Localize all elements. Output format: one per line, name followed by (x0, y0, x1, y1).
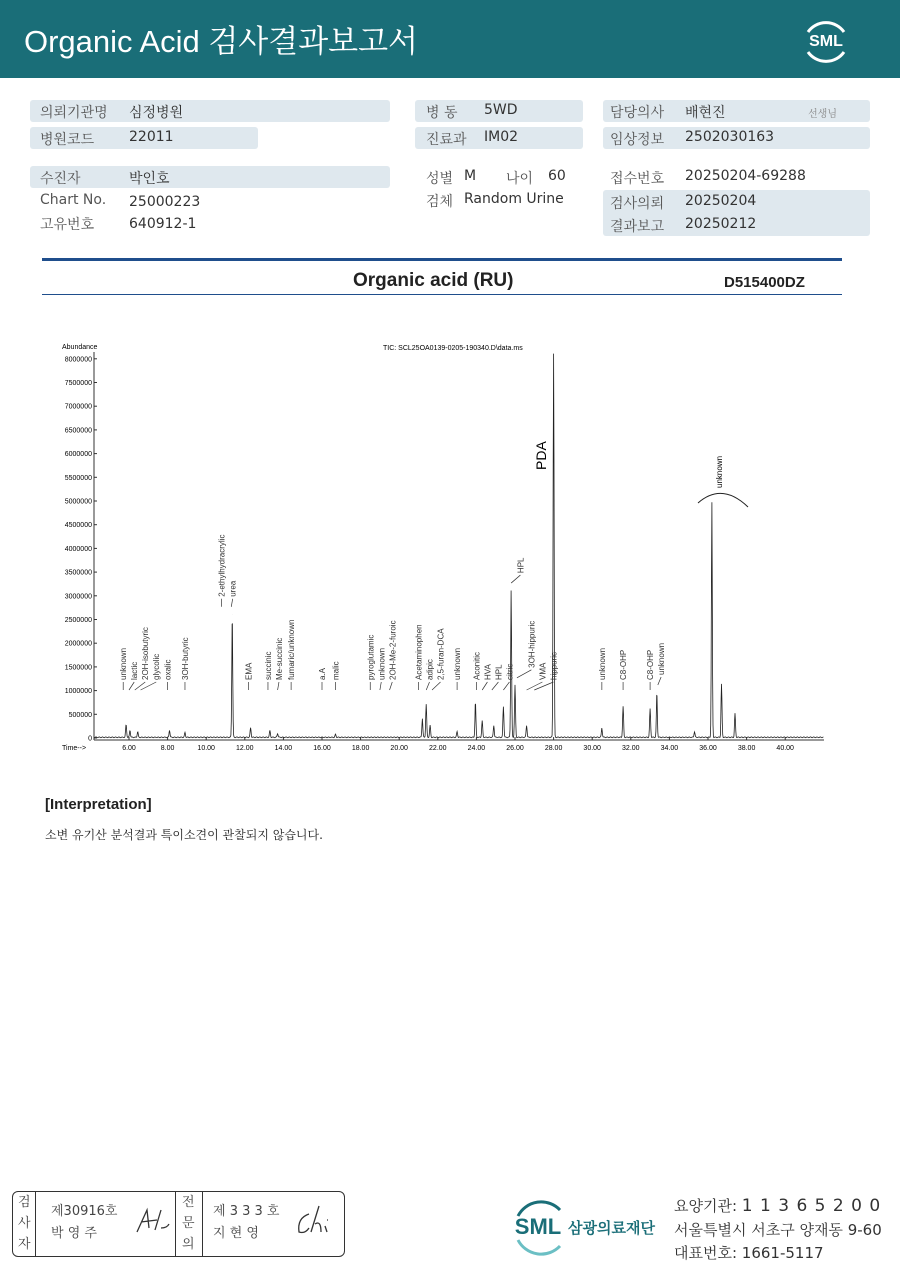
org-code-label: 요양기관: (674, 1197, 738, 1215)
annotation-arrow (534, 682, 553, 690)
y-tick-label: 500000 (68, 711, 92, 719)
section-code: D515400DZ (724, 274, 805, 291)
x-tick-label: 38.00 (737, 745, 756, 752)
peak-annotation: urea (228, 580, 238, 597)
hospital-value: 심정병원 (129, 105, 184, 121)
x-tick-label: 8.00 (160, 745, 175, 752)
receipt-label: 접수번호 (610, 171, 665, 187)
peak-annotation: lactic (130, 661, 140, 680)
expert-label-3: 의 (182, 1237, 195, 1252)
org-name: 삼광의료재단 (568, 1219, 655, 1237)
expert-label-2: 문 (182, 1216, 195, 1231)
annotation-arrow (390, 682, 393, 690)
expert-label-1: 전 (182, 1195, 195, 1210)
peak-annotation: malic (331, 661, 341, 680)
annotation-arrow (658, 677, 661, 685)
id-label: 고유번호 (40, 217, 95, 233)
y-tick-label: 5000000 (64, 498, 92, 506)
peak-annotation: adipic (425, 659, 435, 680)
hospital-label: 의뢰기관명 (40, 105, 108, 121)
peak-annotation: succinic (263, 651, 273, 680)
ward-label: 병 동 (426, 105, 458, 121)
annotation-arrow (511, 575, 520, 583)
code-value: 22011 (129, 129, 174, 145)
report-header (0, 0, 900, 78)
x-tick-label: 20.00 (390, 745, 408, 752)
x-tick-label: 32.00 (622, 745, 640, 752)
x-tick-label: 16.00 (313, 745, 331, 752)
doctor-suffix: 선생님 (808, 109, 837, 120)
peak-annotation: unknown (715, 455, 724, 488)
peak-annotation: 2OH-isobutyric (141, 627, 151, 680)
age-value: 60 (548, 168, 566, 184)
y-tick-label: 4000000 (64, 545, 92, 553)
y-tick-label: 7500000 (64, 380, 92, 387)
peak-annotation: unknown (119, 647, 129, 680)
annotation-arrow (503, 682, 509, 690)
y-tick-label: 3000000 (64, 593, 92, 601)
x-tick-label: 34.00 (660, 745, 679, 752)
y-tick-label: 3500000 (64, 569, 92, 577)
tester-signature (133, 1206, 173, 1236)
x-tick-label: 30.00 (583, 745, 601, 752)
peak-annotation: fumaric/unknown (287, 619, 297, 680)
peak-annotation: PDA (532, 441, 549, 470)
org-logo (508, 1198, 568, 1256)
specimen-value: Random Urine (464, 191, 564, 207)
report-label: 결과보고 (610, 219, 665, 235)
interpretation-title: [Interpretation] (45, 796, 152, 813)
annotation-arrow (426, 682, 429, 690)
peak-annotation: 2-ethylhydracrylic (217, 534, 227, 597)
x-tick-label: 26.00 (506, 745, 524, 752)
peak-annotation: 2,5-furan-DCA (436, 628, 446, 680)
peak-annotation: Aconitic (472, 651, 482, 680)
request-label: 검사의뢰 (610, 196, 665, 212)
x-tick-label: 22.00 (429, 745, 447, 752)
peak-annotation: glycolic (152, 653, 162, 680)
y-tick-label: 6000000 (64, 451, 92, 459)
peak-annotation: a.A (318, 667, 327, 680)
annotation-arrow (492, 682, 499, 690)
peak-annotation: Acetaminophen (414, 624, 424, 680)
expert-signature (295, 1204, 335, 1238)
peak-annotation: HPL (516, 557, 526, 574)
report-title: Organic Acid 검사결과보고서 (24, 24, 418, 59)
y-tick-label: 2000000 (64, 640, 92, 648)
id-value: 640912-1 (129, 216, 197, 232)
interpretation-text: 소변 유기산 분석결과 특이소견이 관찰되지 않습니다. (45, 828, 323, 842)
annotation-arrow (231, 599, 232, 607)
peak-annotation: pyroglutamic (366, 634, 376, 680)
annotation-arrow (517, 670, 531, 678)
x-tick-label: 28.00 (544, 745, 563, 752)
peak-annotation: C8-OHP (619, 649, 629, 680)
peak-annotation: hippuric (549, 651, 559, 680)
annotation-bracket (698, 493, 748, 507)
doctor-value: 배현진 (685, 105, 726, 121)
patient-value: 박인호 (129, 171, 170, 187)
y-tick-label: 4500000 (64, 522, 92, 530)
x-tick-label: 14.00 (274, 745, 293, 752)
expert-name: 지 현 영 (213, 1226, 259, 1241)
peak-annotation: Me-succinic (274, 637, 284, 680)
x-axis-label: Time--> (62, 745, 87, 752)
doctor-label: 담당의사 (610, 105, 665, 121)
section-rule-top (42, 258, 842, 261)
x-tick-label: 18.00 (351, 745, 370, 752)
y-tick-label: 8000000 (64, 356, 92, 364)
peak-annotation: unknown (453, 647, 463, 680)
annotation-arrow (141, 682, 157, 690)
clinical-label: 임상정보 (610, 132, 665, 148)
dept-value: IM02 (484, 129, 519, 145)
peak-annotation: 2OH-Me-2-furoic (388, 620, 398, 680)
annotation-arrow (129, 682, 134, 690)
peak-annotation: VMA (538, 662, 548, 680)
receipt-value: 20250204-69288 (685, 168, 806, 184)
svg-text:SML: SML (514, 1214, 562, 1239)
request-value: 20250204 (685, 193, 757, 209)
tester-name: 박 영 주 (51, 1226, 97, 1241)
x-tick-label: 36.00 (699, 745, 717, 752)
peak-annotation: unknown (657, 642, 667, 675)
section-rule-bottom (42, 294, 842, 295)
dept-label: 진료과 (426, 132, 467, 148)
age-label: 나이 (506, 171, 534, 187)
x-tick-label: 6.00 (122, 745, 136, 752)
code-label: 병원코드 (40, 132, 95, 148)
signature-box (12, 1191, 345, 1257)
x-tick-label: 12.00 (236, 745, 254, 752)
y-tick-label: 1000000 (64, 688, 92, 696)
annotation-arrow (482, 682, 487, 690)
peak-annotation: citric (505, 663, 515, 680)
annotation-arrow (527, 682, 543, 690)
patient-label: 수진자 (40, 171, 81, 187)
x-tick-label: 24.00 (467, 745, 486, 752)
peak-annotation: 3OH-butyric (180, 637, 190, 680)
x-tick-label: 40.00 (776, 745, 794, 752)
tester-no: 제30916호 (51, 1204, 118, 1219)
y-tick-label: 5500000 (64, 474, 92, 482)
report-value: 20250212 (685, 216, 757, 232)
peak-annotation: 3OH-hippuric (527, 620, 537, 668)
annotation-arrow (380, 682, 381, 690)
sml-logo (800, 14, 852, 66)
sex-label: 성별 (426, 171, 454, 187)
y-tick-label: 2500000 (64, 617, 92, 624)
chart-title: TIC: SCL25OA0139-0205-190340.D\data.ms (383, 345, 523, 352)
clinical-value: 2502030163 (685, 129, 775, 145)
peak-annotation: unknown (377, 647, 387, 680)
expert-no: 제 3 3 3 호 (213, 1204, 280, 1219)
sex-value: M (464, 168, 477, 184)
y-tick-label: 7000000 (64, 403, 92, 411)
peak-annotation: oxalic (163, 659, 173, 680)
peak-annotation: unknown (597, 647, 607, 680)
org-code: 1 1 3 6 5 2 0 0 (741, 1196, 882, 1216)
tester-label-1: 검 (18, 1195, 31, 1210)
org-address: 서울특별시 서초구 양재동 9-60 (674, 1221, 882, 1239)
peak-annotation: EMA (244, 662, 254, 680)
tester-label-3: 자 (18, 1237, 31, 1252)
org-phone: 1661-5117 (741, 1244, 824, 1262)
specimen-label: 검체 (426, 194, 454, 210)
peak-annotation: C8-OHP (646, 649, 656, 680)
chart-no-label: Chart No. (40, 192, 107, 208)
peak-annotation: HVA (483, 664, 493, 680)
tester-label-2: 사 (18, 1216, 31, 1231)
y-axis-label: Abundance (62, 344, 98, 351)
annotation-arrow (432, 682, 440, 690)
x-tick-label: 10.00 (197, 745, 215, 752)
peak-annotation: HPL (494, 664, 504, 680)
section-title: Organic acid (RU) (353, 270, 514, 291)
chromatogram (0, 330, 900, 760)
y-tick-label: 0 (88, 735, 92, 743)
org-phone-label: 대표번호: (674, 1244, 738, 1262)
ward-value: 5WD (484, 102, 518, 118)
y-tick-label: 6500000 (64, 427, 92, 435)
chart-no-value: 25000223 (129, 194, 201, 210)
svg-text:SML: SML (809, 33, 843, 50)
annotation-arrow (278, 682, 279, 690)
y-tick-label: 1500000 (64, 664, 92, 672)
